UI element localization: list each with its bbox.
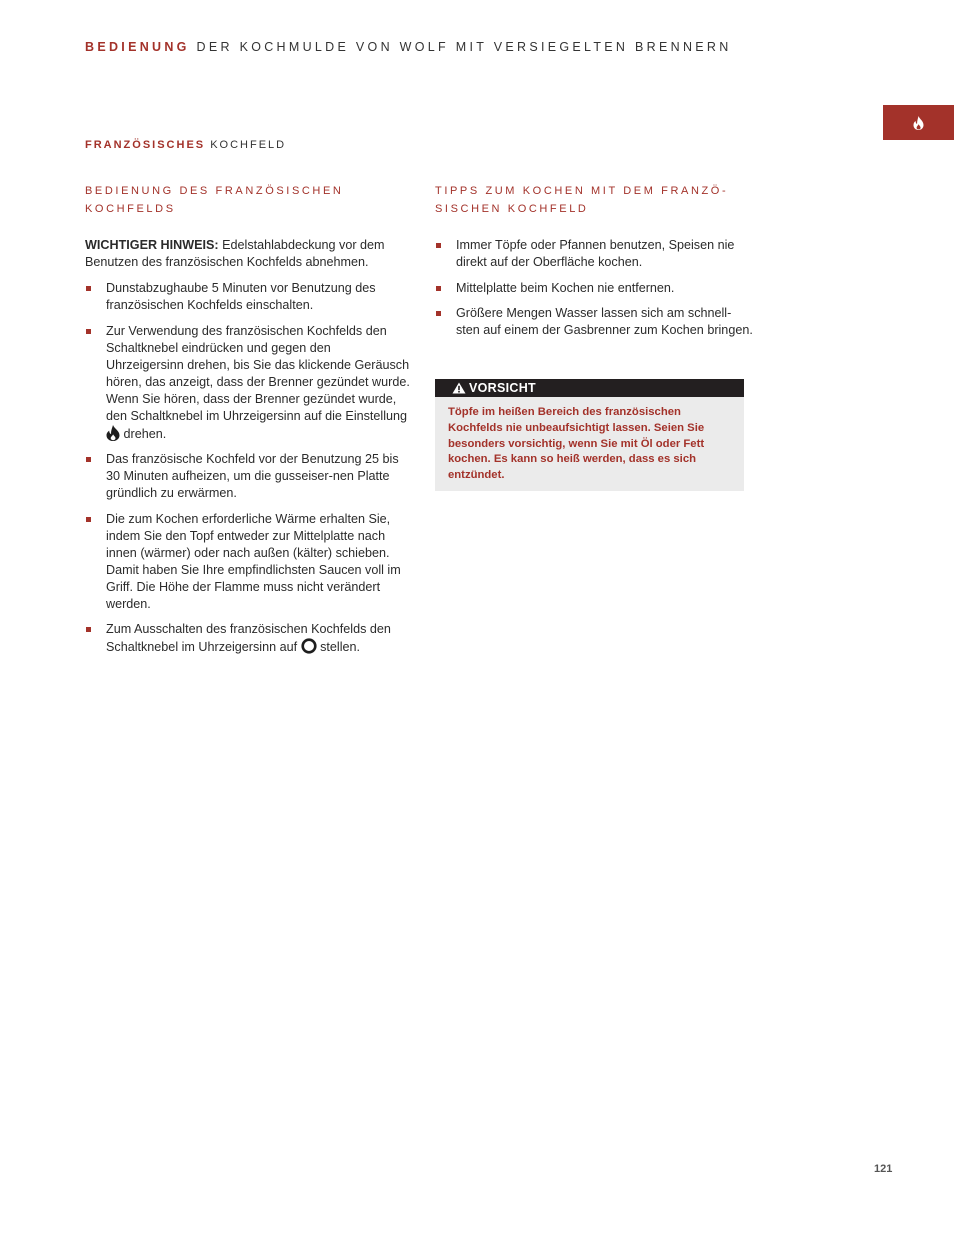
bullet-square-icon <box>436 243 441 248</box>
bullet-square-icon <box>86 457 91 462</box>
list-item <box>85 323 410 443</box>
header-accent: BEDIENUNG <box>85 40 190 54</box>
list-item-text: Dunstabzughaube 5 Minuten vor Benutzung des französischen Kochfelds einschalten. <box>106 281 376 312</box>
left-heading-line1: BEDIENUNG DES FRANZÖSISCHEN <box>85 185 344 197</box>
section-title <box>85 139 286 151</box>
right-bullet-list <box>435 237 755 339</box>
right-column <box>435 182 755 348</box>
caution-text: Töpfe im heißen Bereich des französischen Kochfelds nie unbeaufsichtigt lassen. Seien Sie besonders vorsichtig, wenn Sie mit Öl oder Fett kochen. Es kann so heiß werden, dass es sich entzündet. <box>448 406 705 482</box>
page-number: 121 <box>874 1163 893 1175</box>
left-heading-line2: KOCHFELDS <box>85 203 176 215</box>
bullet-square-icon <box>86 627 91 632</box>
list-item <box>85 621 410 656</box>
important-note <box>85 237 410 271</box>
right-heading-line1: TIPPS ZUM KOCHEN MIT DEM FRANZÖ- <box>435 185 729 197</box>
list-item <box>85 280 410 314</box>
list-item <box>85 511 410 613</box>
list-item <box>435 305 755 339</box>
flame-icon <box>913 116 924 130</box>
list-item-text: Größere Mengen Wasser lassen sich am schnell-sten auf einem der Gasbrenner zum Kochen bringen. <box>456 306 753 337</box>
flame-icon <box>106 425 120 441</box>
list-item-text: Immer Töpfe oder Pfannen benutzen, Speisen nie direkt auf der Oberfläche kochen. <box>456 238 735 269</box>
list-item-text: Die zum Kochen erforderliche Wärme erhalten Sie, indem Sie den Topf entweder zur Mittelplatte nach innen (wärmer) oder nach außen (kälter) schieben. Damit haben Sie Ihre empfindlichsten Saucen voll im Griff. Die Höhe der Flamme muss nicht verändert werden. <box>106 511 401 611</box>
right-heading-line2: SISCHEN KOCHFELD <box>435 203 589 215</box>
list-item-text: Zum Ausschalten des französischen Kochfelds den Schaltknebel im Uhrzeigersinn auf <box>106 622 391 654</box>
list-item <box>85 451 410 502</box>
left-bullet-list <box>85 280 410 656</box>
off-circle-icon <box>301 638 317 654</box>
list-item <box>435 280 755 297</box>
list-item-text: Zur Verwendung des französischen Kochfelds den Schaltknebel eindrücken und gegen den Uhrzeigersinn drehen, bis Sie das klickende Geräusch hören, das anzeigt, dass der Brenner gezündet wurde. Wenn Sie hören, dass der Brenner gezündet wurde, den Schaltknebel im Uhrzeigersinn auf die Einstellung <box>106 323 410 423</box>
list-item-suffix: drehen. <box>123 426 167 441</box>
header-title: DER KOCHMULDE VON WOLF MIT VERSIEGELTEN BRENNERN <box>196 40 732 54</box>
caution-label: VORSICHT <box>469 381 536 395</box>
list-item-text: Das französische Kochfeld vor der Benutzung 25 bis 30 Minuten aufheizen, um die gusseiser-nen Platte gründlich zu erwärmen. <box>106 452 399 500</box>
list-item <box>435 237 755 271</box>
bullet-square-icon <box>436 286 441 291</box>
bullet-square-icon <box>86 286 91 291</box>
list-item-text: Mittelplatte beim Kochen nie entfernen. <box>456 280 675 295</box>
section-title-accent: FRANZÖSISCHES <box>85 139 206 151</box>
bullet-square-icon <box>86 329 91 334</box>
list-item-suffix: stellen. <box>320 640 361 654</box>
right-heading <box>435 182 755 218</box>
section-tab <box>883 105 954 140</box>
left-heading <box>85 182 410 218</box>
caution-header <box>435 379 744 397</box>
note-text: Edelstahlabdeckung vor dem Benutzen des französischen Kochfelds abnehmen. <box>85 238 385 269</box>
note-label: WICHTIGER HINWEIS: <box>85 238 219 252</box>
bullet-square-icon <box>86 517 91 522</box>
caution-box <box>435 379 744 491</box>
page-header <box>85 40 732 54</box>
section-title-rest: KOCHFELD <box>210 139 287 151</box>
bullet-square-icon <box>436 311 441 316</box>
warning-triangle-icon <box>452 382 466 394</box>
left-column <box>85 182 410 665</box>
